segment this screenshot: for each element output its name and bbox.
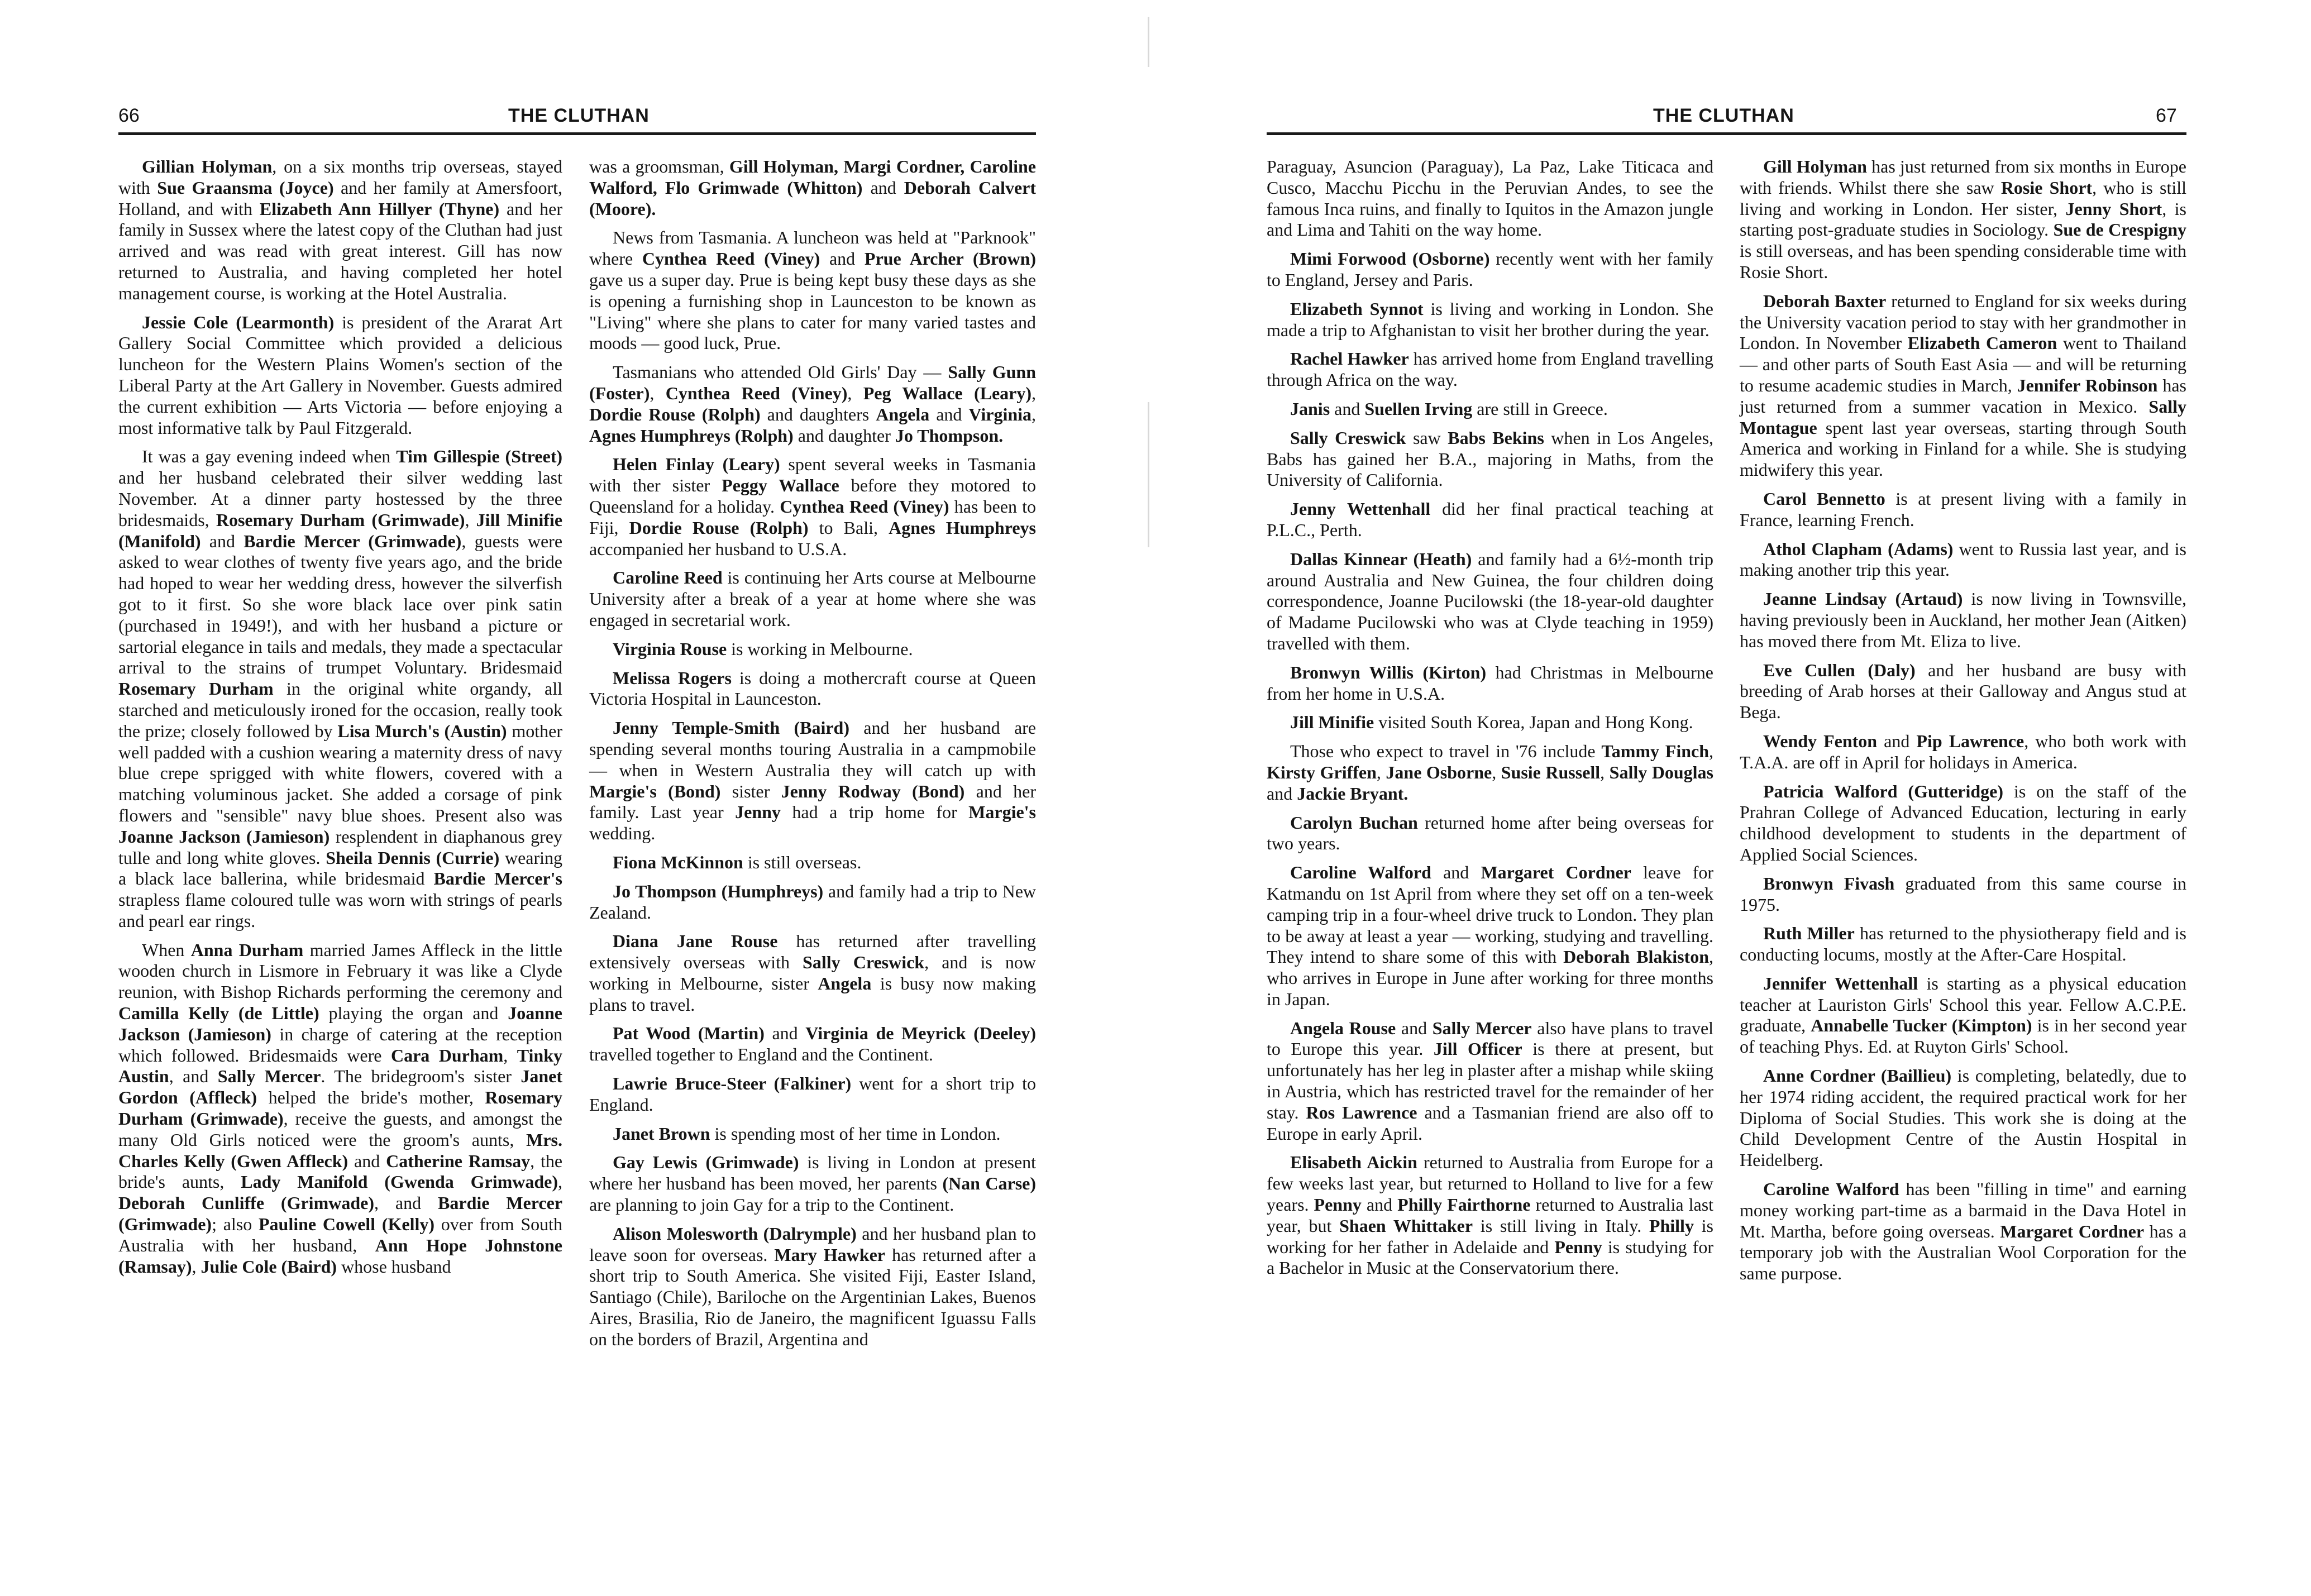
- paragraph: Elisabeth Aickin returned to Australia from Europe for a few weeks last year, but returned to Holland to live for a few years. Penny and Philly Fairthorne returned to Australia last year, but Shaen Whittaker is still living in Italy. Philly is working for her father in Adelaide and Penny is studying for a Bachelor in Music at the Conservatorium there.: [1267, 1152, 1714, 1278]
- paragraph: Alison Molesworth (Dalrymple) and her husband plan to leave soon for overseas. Mary Hawker has returned after a short trip to South America. She visited Fiji, Easter Island, Santiago (Chile), Bariloche on the Argentinian Lakes, Buenos Aires, Brasilia, Rio de Janeiro, the magnificent Iguassu Falls on the borders of Brazil, Argentina and: [589, 1223, 1037, 1349]
- paragraph: Janis and Suellen Irving are still in Greece.: [1290, 398, 1608, 419]
- paragraph: Jo Thompson (Humphreys) and family had a trip to New Zealand.: [589, 881, 1037, 923]
- paragraph: Jill Minifie visited South Korea, Japan and Hong Kong.: [1290, 712, 1693, 733]
- right-page-column-1: [1267, 156, 1713, 1287]
- paragraph: Helen Finlay (Leary) spent several weeks in Tasmania with ther sister Peggy Wallace before they motored to Queensland for a holiday. Cynthea Reed (Viney) has been to Fiji, Dordie Rouse (Rolph) to Bali, Agnes Humphreys accompanied her husband to U.S.A.: [589, 454, 1037, 559]
- paragraph: Anne Cordner (Baillieu) is completing, belatedly, due to her 1974 riding accident, the required practical work for her Diploma of Social Studies. This work she is doing at the Child Development Centre of the Austin Hospital in Heidelberg.: [1740, 1065, 2187, 1170]
- paragraph: Jennifer Wettenhall is starting as a physical education teacher at Lauriston Girls' School this year. Fellow A.C.P.E. graduate, Annabelle Tucker (Kimpton) is in her second year of teaching Phys. Ed. at Ruyton Girls' School.: [1740, 973, 2187, 1057]
- paragraph: Bronwyn Fivash graduated from this same course in 1975.: [1740, 873, 2186, 915]
- right-page-title: THE CLUTHAN: [1653, 105, 1794, 126]
- paragraph: Mimi Forwood (Osborne) recently went with her family to England, Jersey and Paris.: [1267, 249, 1714, 290]
- paragraph: was a groomsman, Gill Holyman, Margi Cordner, Caroline Walford, Flo Grimwade (Whitton) and Deborah Calvert (Moore).: [589, 156, 1037, 219]
- paragraph: Lawrie Bruce-Steer (Falkiner) went for a short trip to England.: [589, 1073, 1037, 1115]
- paragraph: Pat Wood (Martin) and Virginia de Meyrick (Deeley) travelled together to England and the Continent.: [589, 1023, 1037, 1065]
- right-page-column-2: [1740, 156, 2186, 1292]
- paragraph: Wendy Fenton and Pip Lawrence, who both work with T.A.A. are off in April for holidays in America.: [1740, 730, 2187, 772]
- gutter-mark: [1148, 402, 1149, 547]
- paragraph: Bronwyn Willis (Kirton) had Christmas in Melbourne from her home in U.S.A.: [1267, 662, 1713, 704]
- left-page-title: THE CLUTHAN: [508, 105, 650, 126]
- paragraph: Jenny Wettenhall did her final practical teaching at P.L.C., Perth.: [1267, 499, 1714, 540]
- paragraph: When Anna Durham married James Affleck in the little wooden church in Lismore in February it was like a Clyde reunion, with Bishop Richards performing the ceremony and Camilla Kelly (de Little) playing the organ and Joanne Jackson (Jamieson) in charge of catering at the reception which followed. Bridesmaids were Cara Durham, Tinky Austin, and Sally Mercer. The bridegroom's sister Janet Gordon (Affleck) helped the bride's mother, Rosemary Durham (Grimwade), receive the guests, and amongst the many Old Girls noticed were the groom's aunts, Mrs. Charles Kelly (Gwen Affleck) and Catherine Ramsay, the bride's aunts, Lady Manifold (Gwenda Grimwade), Deborah Cunliffe (Grimwade), and Bardie Mercer (Grimwade); also Pauline Cowell (Kelly) over from South Australia with her husband, Ann Hope Johnstone (Ramsay), Julie Cole (Baird) whose husband: [118, 939, 563, 1277]
- paragraph: Jeanne Lindsay (Artaud) is now living in Townsville, having previously been in Auckland, her mother Jean (Aitken) has moved there from Mt. Eliza to live.: [1740, 589, 2186, 651]
- paragraph: Carol Bennetto is at present living with a family in France, learning French.: [1740, 488, 2187, 530]
- paragraph: Carolyn Buchan returned home after being overseas for two years.: [1267, 812, 1714, 854]
- paragraph: Gill Holyman has just returned from six months in Europe with friends. Whilst there she saw Rosie Short, who is still living and working in London. Her sister, Jenny Short, is starting post-graduate studies in Sociology. Sue de Crespigny is still overseas, and has been spending considerable time with Rosie Short.: [1740, 156, 2187, 282]
- gutter-mark: [1148, 17, 1149, 67]
- paragraph: Patricia Walford (Gutteridge) is on the staff of the Prahran College of Advanced Education, lecturing in early childhood development to students in the department of Applied Social Sciences.: [1740, 781, 2187, 864]
- paragraph: Sally Creswick saw Babs Bekins when in Los Angeles, Babs has gained her B.A., majoring in Maths, from the University of California.: [1267, 427, 1714, 490]
- paragraph: Eve Cullen (Daly) and her husband are busy with breeding of Arab horses at their Galloway and Angus stud at Bega.: [1740, 660, 2187, 723]
- left-page-column-2: [589, 156, 1036, 1358]
- paragraph: Fiona McKinnon is still overseas.: [613, 852, 862, 872]
- paragraph: Melissa Rogers is doing a mothercraft course at Queen Victoria Hospital in Launceston.: [589, 667, 1036, 709]
- paragraph: Gillian Holyman, on a six months trip overseas, stayed with Sue Graansma (Joyce) and her family at Amersfoort, Holland, and with Elizabeth Ann Hillyer (Thyne) and her family in Sussex where the latest copy of the Cluthan had just arrived and was read with great interest. Gill has now returned to Australia, and having completed her hotel management course, is working at the Hotel Australia.: [118, 156, 563, 303]
- paragraph: Tasmanians who attended Old Girls' Day — Sally Gunn (Foster), Cynthea Reed (Viney), Peg Wallace (Leary), Dordie Rouse (Rolph) and daughters Angela and Virginia, Agnes Humphreys (Rolph) and daughter Jo Thompson.: [589, 362, 1037, 446]
- left-page-number: 66: [118, 105, 140, 126]
- paragraph: Gay Lewis (Grimwade) is living in London at present where her husband has been moved, her parents (Nan Carse) are planning to join Gay for a trip to the Continent.: [589, 1152, 1037, 1215]
- right-header-rule: [1267, 132, 2186, 135]
- paragraph: Jenny Temple-Smith (Baird) and her husband are spending several months touring Australia in a campmobile — when in Western Australia they will catch up with Margie's (Bond) sister Jenny Rodway (Bond) and her family. Last year Jenny had a trip home for Margie's wedding.: [589, 718, 1037, 844]
- left-page-column-1: [118, 156, 562, 1285]
- paragraph: Deborah Baxter returned to England for six weeks during the University vacation period to stay with her grandmother in London. In November Elizabeth Cameron went to Thailand — and other parts of South East Asia — and will be returning to resume academic studies in March, Jennifer Robinson has just returned from a summer vacation in Mexico. Sally Montague spent last year overseas, starting through South America and working in Finland for a while. She is studying midwifery this year.: [1740, 290, 2187, 480]
- paragraph: Elizabeth Synnot is living and working in London. She made a trip to Afghanistan to visit her brother during the year.: [1267, 298, 1714, 340]
- paragraph: Rachel Hawker has arrived home from England travelling through Africa on the way.: [1267, 348, 1714, 390]
- left-header-rule: [118, 132, 1036, 135]
- paragraph: Caroline Walford has been "filling in time" and earning money working part-time as a barmaid in the Dava Hotel in Mt. Martha, before going overseas. Margaret Cordner has a temporary job with the Australian Wool Corporation for the same purpose.: [1740, 1179, 2187, 1284]
- paragraph: Virginia Rouse is working in Melbourne.: [613, 638, 913, 659]
- paragraph: News from Tasmania. A luncheon was held at "Parknook" where Cynthea Reed (Viney) and Prue Archer (Brown) gave us a super day. Prue is being kept busy these days as she is opening a furnishing shop in Launceston to be known as "Living" where she plans to cater for many varied tastes and moods — good luck, Prue.: [589, 227, 1037, 353]
- paragraph: Dallas Kinnear (Heath) and family had a 6½-month trip around Australia and New Guinea, the four children doing correspondence, Joanne Pucilowski (the 18-year-old daughter of Madame Pucilowski who was at Clyde teaching in 1959) travelled with them.: [1267, 548, 1714, 653]
- paragraph: Janet Brown is spending most of her time in London.: [613, 1123, 1001, 1144]
- paragraph: Ruth Miller has returned to the physiotherapy field and is conducting locums, mostly at the After-Care Hospital.: [1740, 923, 2187, 965]
- paragraph: Athol Clapham (Adams) went to Russia last year, and is making another trip this year.: [1740, 538, 2187, 580]
- paragraph: Jessie Cole (Learmonth) is president of the Ararat Art Gallery Social Committee which provided a delicious luncheon for the Western Plains Women's section of the Liberal Party at the Art Gallery in November. Guests admired the current exhibition — Arts Victoria — before enjoying a most informative talk by Paul Fitzgerald.: [118, 312, 563, 438]
- paragraph: It was a gay evening indeed when Tim Gillespie (Street) and her husband celebrated their silver wedding last November. At a dinner party hostessed by the three bridesmaids, Rosemary Durham (Grimwade), Jill Minifie (Manifold) and Bardie Mercer (Grimwade), guests were asked to wear clothes of twenty five years ago, and the bride had hoped to wear her wedding dress, however the silverfish got to it first. So she wore black lace over pink satin (purchased in 1949!), and with her husband a picture or sartorial elegance in tails and medals, they made a spectacular arrival to the strains of trumpet Voluntary. Bridesmaid Rosemary Durham in the original white organdy, all starched and meticulously ironed for the occasion, really took the prize; closely followed by Lisa Murch's (Austin) mother well padded with a cushion wearing a maternity dress of navy blue crepe sprigged with white flowers, covered with a matching voluminous jacket. She added a corsage of pink flowers and "sensible" navy blue shoes. Present also was Joanne Jackson (Jamieson) resplendent in diaphanous grey tulle and long white gloves. Sheila Dennis (Currie) wearing a black lace ballerina, while bridesmaid Bardie Mercer's strapless flame coloured tulle was worn with strings of pearls and pearl ear rings.: [118, 446, 563, 931]
- paragraph: Caroline Reed is continuing her Arts course at Melbourne University after a break of a year at home where she was engaged in secretarial work.: [589, 567, 1037, 630]
- right-page-number: 67: [2156, 105, 2177, 126]
- paragraph: Those who expect to travel in '76 include Tammy Finch, Kirsty Griffen, Jane Osborne, Susie Russell, Sally Douglas and Jackie Bryant.: [1267, 741, 1714, 804]
- paragraph: Diana Jane Rouse has returned after travelling extensively overseas with Sally Creswick, and is now working in Melbourne, sister Angela is busy now making plans to travel.: [589, 931, 1037, 1015]
- paragraph: Caroline Walford and Margaret Cordner leave for Katmandu on 1st April from where they set off on a ten-week camping trip in a four-wheel drive truck to London. They plan to be away at least a year — working, studying and travelling. They intend to share some of this with Deborah Blakiston, who arrives in Europe in June after working for three months in Japan.: [1267, 862, 1714, 1009]
- paragraph: Paraguay, Asuncion (Paraguay), La Paz, Lake Titicaca and Cusco, Macchu Picchu in the Peruvian Andes, to see the famous Inca ruins, and finally to Iquitos in the Amazon jungle and Lima and Tahiti on the way home.: [1267, 156, 1713, 240]
- paragraph: Angela Rouse and Sally Mercer also have plans to travel to Europe this year. Jill Officer is there at present, but unfortunately has her leg in plaster after a mishap while skiing in Austria, which has restricted travel for the remainder of her stay. Ros Lawrence and a Tasmanian friend are also off to Europe in early April.: [1267, 1017, 1714, 1144]
